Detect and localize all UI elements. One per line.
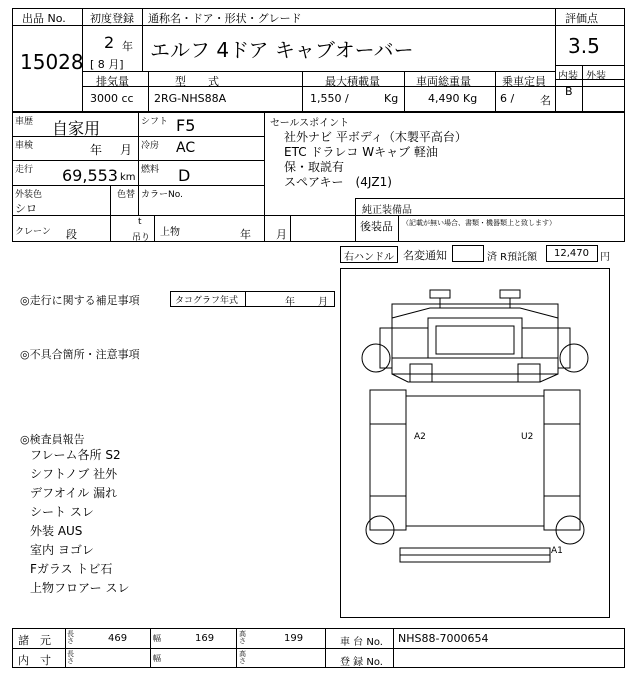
capacity-unit: 名 <box>540 94 551 107</box>
width-value: 169 <box>195 633 215 644</box>
upper-body-label: 上物 <box>160 227 180 238</box>
registration-year: 2 <box>104 33 115 52</box>
defects-label: ◎不具合箇所・注意事項 <box>20 348 140 361</box>
max-load-unit: Kg <box>384 92 399 105</box>
history-value: 自家用 <box>52 119 101 138</box>
ac-value: AC <box>176 140 196 156</box>
mileage-value: 69,553 <box>62 166 118 185</box>
length-label: 長さ <box>67 630 74 645</box>
recycle-label: 済 R預託額 <box>487 252 538 263</box>
sales-point-line: スペアキー (4JZ1) <box>284 175 392 189</box>
shift-label: シフト <box>141 117 169 127</box>
score-label: 評価点 <box>565 12 598 25</box>
inspection-year-unit: 年 <box>90 143 103 157</box>
chassis-number: NHS88-7000654 <box>398 632 489 645</box>
registration-year-unit: 年 <box>122 40 133 53</box>
genuine-equipment-label: 純正装備品 <box>362 205 412 216</box>
damage-mark: U2 <box>521 432 534 442</box>
inspector-note: シート スレ <box>30 505 94 519</box>
height-value: 199 <box>284 633 304 644</box>
crane-lift-unit: 吊り <box>132 233 151 243</box>
color-value: シロ <box>15 202 37 215</box>
name-change-label: 名変通知 <box>403 249 447 262</box>
specs-label: 諸 元 <box>18 634 51 647</box>
sales-point-line: 保・取説有 <box>284 160 345 174</box>
aftermarket-note: （記載が無い場合、書類・機器類上と致します） <box>402 219 556 227</box>
exterior-grade-label: 外装 <box>586 71 606 82</box>
inspector-note: デフオイル 漏れ <box>30 486 118 500</box>
inner-height-label: 高さ <box>239 650 246 665</box>
ac-label: 冷房 <box>141 141 160 151</box>
inner-width-label: 幅 <box>153 654 161 663</box>
inspection-label: 車検 <box>15 141 34 151</box>
shift-value: F5 <box>176 116 196 135</box>
sales-point-line: ETC ドラレコ Wキャブ 軽油 <box>284 145 438 159</box>
color-change-label: 色替 <box>117 190 136 200</box>
mileage-label: 走行 <box>15 165 34 175</box>
sales-point-line: 社外ナビ 平ボディ（木製平高台） <box>284 130 467 144</box>
color-label: 外装色 <box>15 190 43 200</box>
running-notes-label: ◎走行に関する補足事項 <box>20 294 140 307</box>
vehicle-name: エルフ 4ドア キャブオーバー <box>150 38 414 62</box>
inspector-note: Fガラス トビ石 <box>30 562 113 576</box>
crane-label: クレーン <box>15 227 51 237</box>
inspection-month-unit: 月 <box>120 143 133 157</box>
sales-points-label: セールスポイント <box>270 118 350 129</box>
width-label: 幅 <box>153 634 161 643</box>
inspector-note: シフトノブ 社外 <box>30 467 118 481</box>
inner-length-label: 長さ <box>67 650 74 665</box>
first-registration-label: 初度登録 <box>90 12 134 25</box>
lot-number: 15028 <box>20 50 84 74</box>
upper-month-unit: 月 <box>276 228 287 241</box>
length-value: 469 <box>108 633 128 644</box>
mileage-unit: km <box>120 172 136 183</box>
model-code-value: 2RG-NHS88A <box>154 92 227 105</box>
inspector-note: 室内 ヨゴレ <box>30 543 94 557</box>
inspector-note: フレーム各所 S2 <box>30 448 121 462</box>
displacement-value: 3000 cc <box>90 92 134 105</box>
right-hand-drive: 右ハンドル <box>344 252 394 263</box>
crane-ton-unit: t <box>138 217 142 227</box>
recycle-unit: 円 <box>600 252 610 263</box>
interior-grade: B <box>565 85 573 98</box>
chassis-number-label: 車 台 No. <box>340 637 383 648</box>
capacity-value: 6 / <box>500 92 515 105</box>
registration-number-label: 登 録 No. <box>340 657 383 668</box>
height-label: 高さ <box>239 630 246 645</box>
auction-score: 3.5 <box>568 34 600 58</box>
fuel-value: D <box>178 166 191 185</box>
damage-mark: A2 <box>414 432 426 442</box>
model-code-label: 型 式 <box>175 75 219 88</box>
damage-mark: A1 <box>551 546 563 556</box>
interior-grade-label: 内装 <box>558 71 578 82</box>
name-change-box <box>452 245 484 262</box>
inspector-report-label: ◎検査員報告 <box>20 433 85 446</box>
fuel-label: 燃料 <box>141 165 160 175</box>
tachograph-label: タコグラフ年式 <box>175 296 239 306</box>
max-load-label: 最大積載量 <box>325 75 380 88</box>
vehicle-title-label: 通称名・ドア・形状・グレード <box>148 12 302 25</box>
capacity-label: 乗車定員 <box>502 75 546 88</box>
color-number-label: カラーNo. <box>141 190 183 200</box>
registration-month: [ 8 月] <box>90 58 124 71</box>
truck-diagram <box>340 268 610 618</box>
inspector-note: 上物フロアー スレ <box>30 581 130 595</box>
lot-label: 出品 No. <box>22 12 66 25</box>
tachograph-month-unit: 月 <box>318 297 328 308</box>
gross-weight-label: 車両総重量 <box>416 75 471 88</box>
history-label: 車歴 <box>15 117 34 127</box>
inspector-note: 外装 AUS <box>30 524 83 538</box>
crane-stage-unit: 段 <box>66 228 77 241</box>
displacement-label: 排気量 <box>96 75 129 88</box>
tachograph-year-unit: 年 <box>285 297 295 308</box>
recycle-deposit: 12,470 <box>554 248 589 259</box>
upper-year-unit: 年 <box>240 228 251 241</box>
gross-weight-value: 4,490 Kg <box>428 92 478 105</box>
aftermarket-label: 後装品 <box>360 220 393 233</box>
max-load-value: 1,550 / <box>310 92 349 105</box>
inner-dimensions-label: 内 寸 <box>18 654 51 667</box>
